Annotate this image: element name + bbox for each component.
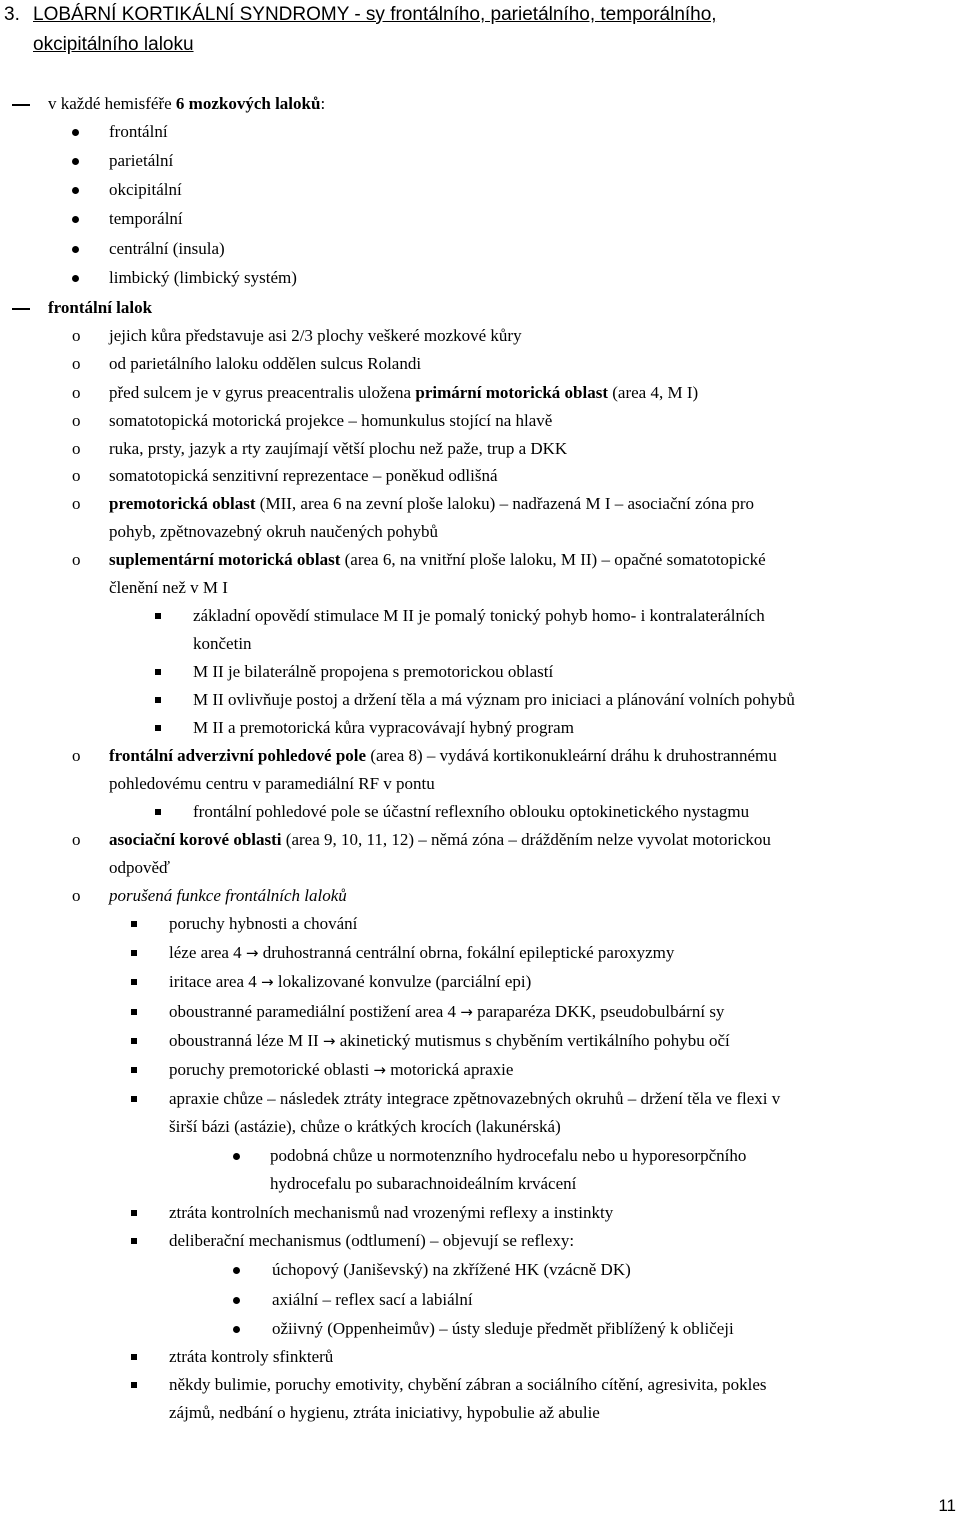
square-bullet-icon xyxy=(155,809,161,815)
subsub-text: axiální – reflex sací a labiální xyxy=(272,1290,473,1309)
circle-bullet-icon: o xyxy=(72,439,81,458)
intro-bold: 6 mozkových laloků xyxy=(175,94,321,113)
arrow-right-icon: → xyxy=(373,1061,386,1079)
dash-bullet-icon xyxy=(12,104,30,106)
item-text: somatotopická motorická projekce – homunkulus stojící na hlavě xyxy=(109,411,553,430)
sub-text: základní opovědí stimulace M II je pomalý tonický pohyb homo- i kontralaterálních xyxy=(193,606,765,625)
arrow-right-icon: → xyxy=(460,1003,473,1021)
lobe-label: temporální xyxy=(109,209,183,228)
lobe-label: limbický (limbický systém) xyxy=(109,268,297,287)
sub-text: paraparéza DKK, pseudobulbární sy xyxy=(472,1002,725,1021)
item-text: somatotopická senzitivní reprezentace – poněkud odlišná xyxy=(109,466,498,485)
heading-line-1: LOBÁRNÍ KORTIKÁLNÍ SYNDROMY - sy frontálního, parietálního, temporálního, xyxy=(33,4,717,25)
item-bold: asociační korové oblasti xyxy=(109,830,282,849)
item-text: před sulcem je v gyrus preacentralis uložena xyxy=(109,383,416,402)
square-bullet-icon xyxy=(131,1009,137,1015)
item-text: (MII, area 6 na zevní ploše laloku) – nadřazená M I – asociační zóna pro xyxy=(255,494,755,513)
circle-bullet-icon: o xyxy=(72,383,81,402)
dot-bullet-icon xyxy=(72,129,79,136)
sub-text: M II ovlivňuje postoj a držení těla a má význam pro iniciaci a plánování volních pohybů xyxy=(193,690,795,709)
subsub-text: úchopový (Janiševský) na zkřížené HK (vzácně DK) xyxy=(272,1260,631,1279)
square-bullet-icon xyxy=(131,921,137,927)
square-bullet-icon xyxy=(131,979,137,985)
sub-text: druhostranná centrální obrna, fokální epileptické paroxyzmy xyxy=(258,943,675,962)
sub-text: poruchy premotorické oblasti xyxy=(169,1060,374,1079)
item-text: jejich kůra představuje asi 2/3 plochy veškeré mozkové kůry xyxy=(109,326,522,345)
lobe-label: parietální xyxy=(109,151,174,170)
square-bullet-icon xyxy=(131,1382,137,1388)
dot-bullet-icon xyxy=(233,1326,240,1333)
sub-text: M II a premotorická kůra vypracovávají hybný program xyxy=(193,718,574,737)
dot-bullet-icon xyxy=(72,246,79,253)
circle-bullet-icon: o xyxy=(72,466,81,485)
square-bullet-icon xyxy=(155,697,161,703)
sub-text: někdy bulimie, poruchy emotivity, chybění zábran a sociálního cítění, agresivita, pokles xyxy=(169,1375,767,1394)
item-text: (area 4, M I) xyxy=(608,383,699,402)
square-bullet-icon xyxy=(131,1238,137,1244)
sub-text: frontální pohledové pole se účastní reflexního oblouku optokinetického nystagmu xyxy=(193,802,750,821)
circle-bullet-icon: o xyxy=(72,886,81,905)
circle-bullet-icon: o xyxy=(72,494,81,513)
item-text: (area 9, 10, 11, 12) – němá zóna – drážděním nelze vyvolat motorickou xyxy=(281,830,771,849)
circle-bullet-icon: o xyxy=(72,550,81,569)
circle-bullet-icon: o xyxy=(72,354,81,373)
sub-text: lokalizované konvulze (parciální epi) xyxy=(273,972,532,991)
item-text: pohledovému centru v paramediální RF v pontu xyxy=(109,774,435,793)
square-bullet-icon xyxy=(155,613,161,619)
circle-bullet-icon: o xyxy=(72,411,81,430)
square-bullet-icon xyxy=(131,1067,137,1073)
square-bullet-icon xyxy=(131,1096,137,1102)
arrow-right-icon: → xyxy=(261,973,274,991)
arrow-right-icon: → xyxy=(245,944,259,962)
lobe-label: okcipitální xyxy=(109,180,182,199)
dot-bullet-icon xyxy=(72,216,79,223)
heading-number: 3. xyxy=(4,4,20,25)
square-bullet-icon xyxy=(131,950,137,956)
sub-text: ztráta kontrolních mechanismů nad vrozenými reflexy a instinkty xyxy=(169,1203,614,1222)
dash-bullet-icon xyxy=(12,308,30,310)
dot-bullet-icon xyxy=(233,1267,240,1274)
sub-text: oboustranná léze M II xyxy=(169,1031,323,1050)
arrow-right-icon: → xyxy=(322,1032,336,1050)
sub-text: motorická apraxie xyxy=(386,1060,514,1079)
sub-text: oboustranné paramediální postižení area 4 xyxy=(169,1002,461,1021)
item-text: ruka, prsty, jazyk a rty zaujímají větší plochu než paže, trup a DKK xyxy=(109,439,568,458)
circle-bullet-icon: o xyxy=(72,746,81,765)
item-bold: primární motorická oblast xyxy=(415,383,609,402)
lobe-label: frontální xyxy=(109,122,168,141)
dot-bullet-icon xyxy=(233,1153,240,1160)
sub-text: deliberační mechanismus (odtlumení) – objevují se reflexy: xyxy=(169,1231,575,1250)
subsub-text: podobná chůze u normotenzního hydrocefalu nebo u hyporesorpčního xyxy=(270,1146,747,1165)
circle-bullet-icon: o xyxy=(72,830,81,849)
square-bullet-icon xyxy=(131,1210,137,1216)
page-number: 11 xyxy=(938,1496,956,1515)
item-bold: frontální adverzivní pohledové pole xyxy=(109,746,367,765)
item-bold: premotorická oblast xyxy=(109,494,256,513)
item-italic: porušená funkce frontálních laloků xyxy=(109,886,347,905)
subsub-text: hydrocefalu po subarachnoideálním krvácení xyxy=(270,1174,577,1193)
item-bold: suplementární motorická oblast xyxy=(109,550,341,569)
item-text: pohyb, zpětnovazebný okruh naučených pohybů xyxy=(109,522,439,541)
dot-bullet-icon xyxy=(72,187,79,194)
dot-bullet-icon xyxy=(233,1297,240,1304)
item-text: (area 8) – vydává kortikonukleární dráhu k druhostrannému xyxy=(366,746,777,765)
sub-text: končetin xyxy=(193,634,252,653)
dot-bullet-icon xyxy=(72,275,79,282)
sub-text: širší bázi (astázie), chůze o krátkých krocích (lakunérská) xyxy=(169,1117,561,1136)
sub-text: akinetický mutismus s chyběním vertikálního pohybu očí xyxy=(335,1031,730,1050)
frontal-lobe-title: frontální lalok xyxy=(48,298,153,317)
item-text: od parietálního laloku oddělen sulcus Rolandi xyxy=(109,354,422,373)
square-bullet-icon xyxy=(155,669,161,675)
sub-text: poruchy hybnosti a chování xyxy=(169,914,358,933)
sub-text: ztráta kontroly sfinkterů xyxy=(169,1347,334,1366)
item-text: (area 6, na vnitřní ploše laloku, M II) – opačné somatotopické xyxy=(340,550,766,569)
dot-bullet-icon xyxy=(72,158,79,165)
intro-text: v každé hemisféře xyxy=(48,94,176,113)
lobe-label: centrální (insula) xyxy=(109,239,225,258)
circle-bullet-icon: o xyxy=(72,326,81,345)
sub-text: M II je bilaterálně propojena s premotorickou oblastí xyxy=(193,662,554,681)
intro-colon: : xyxy=(320,94,326,113)
sub-text: iritace area 4 xyxy=(169,972,262,991)
heading-line-2: okcipitálního laloku xyxy=(33,34,194,55)
square-bullet-icon xyxy=(131,1354,137,1360)
sub-text: léze area 4 xyxy=(169,943,246,962)
sub-text: apraxie chůze – následek ztráty integrace zpětnovazebných okruhů – držení těla ve flexi v xyxy=(169,1089,781,1108)
subsub-text: ožiivný (Oppenheimův) – ústy sleduje předmět přiblížený k obličeji xyxy=(272,1319,734,1338)
square-bullet-icon xyxy=(131,1038,137,1044)
square-bullet-icon xyxy=(155,725,161,731)
item-text: členění než v M I xyxy=(109,578,228,597)
item-text: odpověď xyxy=(109,858,171,877)
sub-text: zájmů, nedbání o hygienu, ztráta iniciativy, hypobulie až abulie xyxy=(169,1403,600,1422)
